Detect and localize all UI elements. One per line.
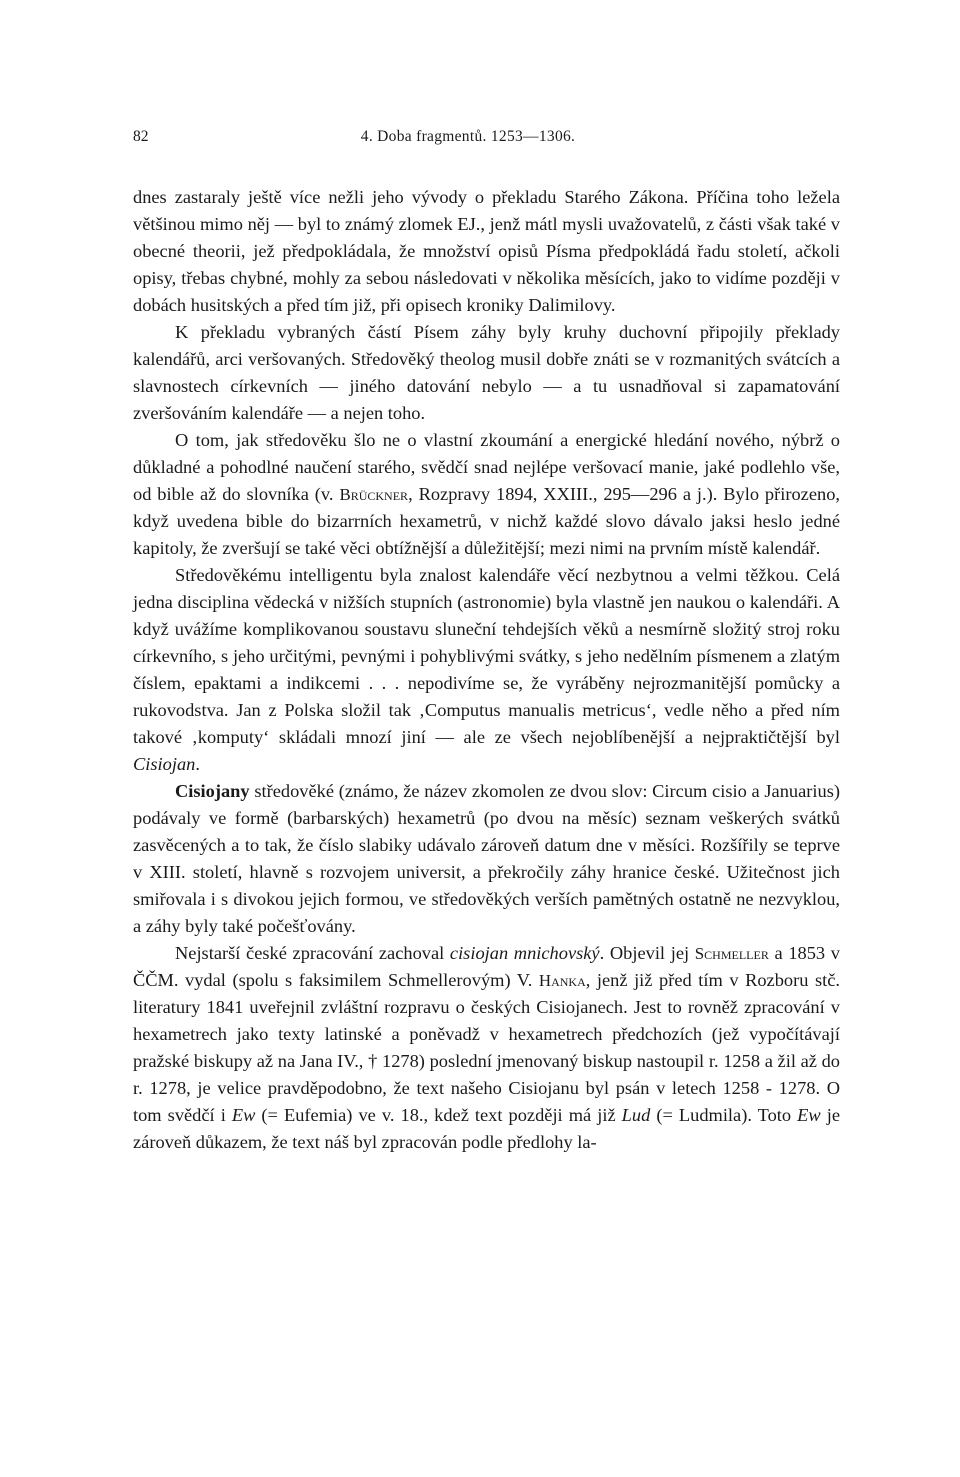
running-header xyxy=(133,128,840,154)
text-run: středověké (známo, že název zkomolen ze dvou slov: Circum cisio a Januarius) podávaly ve formě (barbarských) hexametrů (po dvou na měsíc) seznam veškerých svátků zasvěcených a to tak, že číslo slabiky udávalo zároveň datum dne v měsíci. Rozšířily se teprve v XIII. století, hlavně s rozvojem universit, a překročily záhy hranice české. Užitečnost jich smiřovala i s divokou jejich formou, ve středověkých verších pamětných ostatně ne nezvyklou, a záhy byly také počešťovány. xyxy=(133,781,840,936)
bold-term: Cisiojany xyxy=(175,781,250,801)
author-name: Hanka xyxy=(538,971,586,990)
text-run: Nejstarší české zpracování zachoval xyxy=(175,943,450,963)
italic-text: cisiojan mnichovský xyxy=(449,943,600,963)
text-run: O tom, jak středověku šlo ne o vlastní zkoumání a energické hledání nového, nýbrž o důkladné a pohodlné naučení starého, svědčí snad nejlépe veršovací manie, jaké podlehlo vše, od bible až do slovníka (v. xyxy=(133,430,840,504)
paragraph xyxy=(133,319,840,427)
paragraph xyxy=(133,778,840,940)
text-run: (= Eufemia) ve v. 18., kdež text později má již xyxy=(255,1105,622,1125)
page-number: 82 xyxy=(133,128,149,145)
author-name: Brückner xyxy=(339,485,409,504)
paragraph xyxy=(133,427,840,562)
text-run: Středověkému intelligentu byla znalost kalendáře věcí nezbytnou a velmi těžkou. Celá jedna disciplina vědecká v nižších stupních (astronomie) byla vlastně jen naukou o kalendáři. A když uvážíme komplikovanou soustavu sluneční tehdejších věků a nesmírně složitý stroj roku církevního, s jeho určitými, pevnými i pohyblivými svátky, s jeho nedělním písmenem a zlatým číslem, epaktami a indikcemi . . . nepodivíme se, že vyráběny nejrozmanitější pomůcky a rukovodstva. Jan z Polska složil tak ‚Computus manualis metricus‘, vedle něho a před ním takové ‚komputy‘ skládali mnozí jiní — ale ze všech nejoblíbenější a nejpraktičtější byl xyxy=(133,565,840,747)
italic-text: Ew xyxy=(797,1105,821,1125)
paragraph xyxy=(133,184,840,319)
italic-text: Lud xyxy=(621,1105,651,1125)
text-run: je zároveň důkazem, že text náš byl zpracován podle předlohy la- xyxy=(133,1105,840,1152)
italic-text: Cisiojan xyxy=(133,754,196,774)
author-name: Schmeller xyxy=(694,944,769,963)
text-run: a 1853 v ČČM. vydal (spolu s faksimilem Schmellerovým) V. xyxy=(133,943,840,990)
italic-text: Ew xyxy=(231,1105,256,1125)
book-page xyxy=(133,128,840,1156)
text-run: , Rozpravy 1894, XXIII., 295—296 a j.). Bylo přirozeno, když uvedena bible do bizarrních hexametrů, v nichž každé slovo dávalo jaksi heslo jedné kapitoly, že zveršují se také věci obtížnější a důležitější; mezi nimi na prvním místě kalendář. xyxy=(133,484,840,558)
text-run: dnes zastaraly ještě více nežli jeho vývody o překladu Starého Zákona. Příčina toho ležela většinou mimo něj — byl to známý zlomek EJ., jenž mátl mysli uvažovatelů, z části však také v obecné theorii, jež předpokládala, že množství opisů Písma předpokládá řadu století, ačkoli opisy, třebas chybné, mohly za sebou následovati v několika měsících, jako to vidíme později v dobách husitských a před tím již, při opisech kroniky Dalimilovy. xyxy=(133,187,840,315)
text-run: . xyxy=(195,754,200,774)
text-run: . Objevil jej xyxy=(599,943,695,963)
running-title: 4. Doba fragmentů. 1253—1306. xyxy=(360,128,576,145)
paragraph xyxy=(133,940,840,1156)
body-text xyxy=(133,184,840,1156)
text-run: (= Ludmila). Toto xyxy=(650,1105,798,1125)
text-run: K překladu vybraných částí Písem záhy byly kruhy duchovní připojily překlady kalendářů, arci veršovaných. Středověký theolog musil dobře znáti se v rozmanitých svátcích a slavnostech církevních — jiného datování nebylo — a tu usnadňoval si zapamatování zveršováním kalendáře — a nejen toho. xyxy=(133,322,840,423)
text-run: , jenž již před tím v Rozboru stč. literatury 1841 uveřejnil zvláštní rozpravu o českých Cisiojanech. Jest to rovněž zpracování v hexametrech jako texty latinské a poněvadž v hexametrech předchozích (jež vypočítávají pražské biskupy až na Jana IV., † 1278) poslední jmenovaný biskup nastoupil r. 1258 a žil až do r. 1278, je velice pravděpodobno, že text našeho Cisiojanu byl psán v letech 1258 - 1278. O tom svědčí i xyxy=(133,970,840,1125)
paragraph xyxy=(133,562,840,778)
